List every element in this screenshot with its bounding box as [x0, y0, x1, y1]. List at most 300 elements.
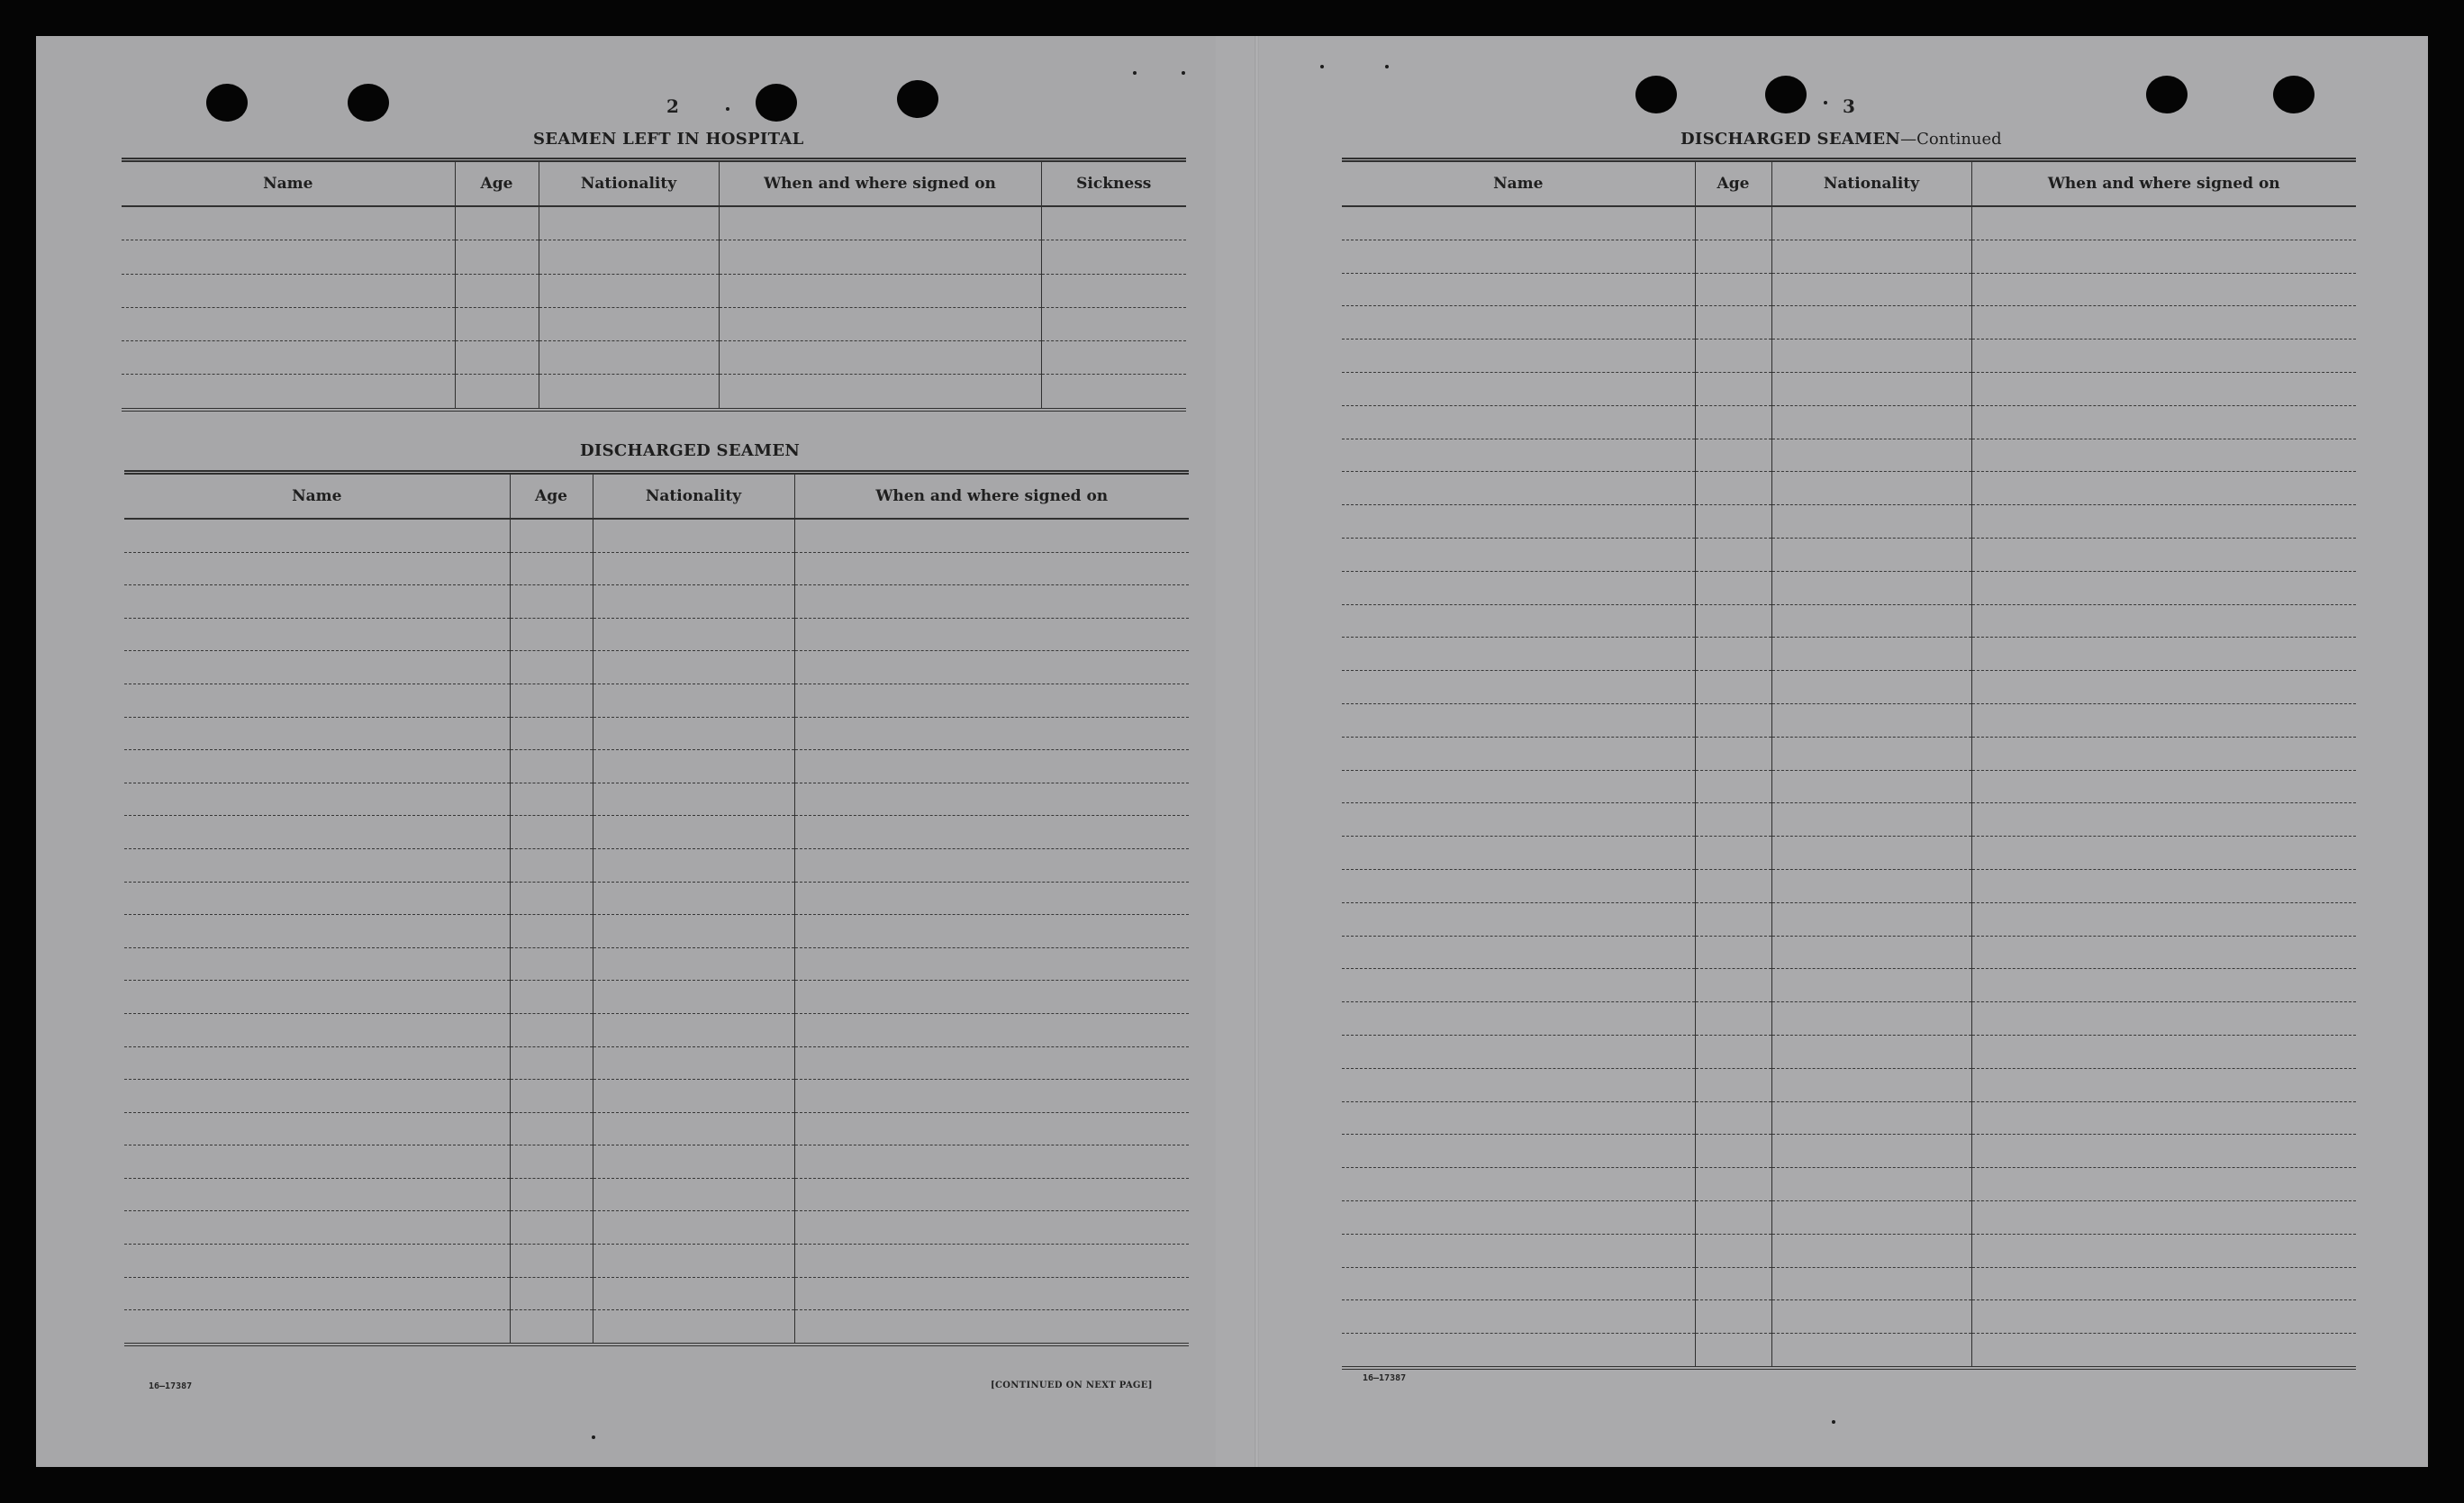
continued-row	[1342, 439, 2356, 472]
continued-section-suffix: —Continued	[1900, 130, 2002, 149]
entry-cell	[794, 717, 1189, 750]
entry-cell	[1041, 341, 1186, 375]
entry-cell	[1342, 472, 1695, 505]
entry-cell	[1695, 306, 1771, 340]
entry-cell	[1342, 638, 1695, 671]
entry-cell	[1695, 1002, 1771, 1036]
entry-cell	[1342, 737, 1695, 770]
entry-cell	[1771, 405, 1971, 439]
entry-cell	[593, 750, 794, 783]
entry-cell	[794, 981, 1189, 1014]
discharged-row	[124, 1310, 1189, 1345]
discharged-row	[124, 1145, 1189, 1179]
punch-hole	[348, 84, 389, 122]
entry-cell	[1771, 1234, 1971, 1267]
entry-cell	[1342, 604, 1695, 638]
discharged-row	[124, 981, 1189, 1014]
entry-cell	[122, 341, 455, 375]
entry-cell	[510, 585, 593, 619]
entry-cell	[1971, 869, 2356, 902]
entry-cell	[539, 341, 719, 375]
entry-cell	[794, 1245, 1189, 1278]
discharged-row	[124, 717, 1189, 750]
entry-cell	[1695, 571, 1771, 604]
continued-row	[1342, 869, 2356, 902]
entry-cell	[593, 1245, 794, 1278]
entry-cell	[1771, 1300, 1971, 1334]
entry-cell	[794, 1277, 1189, 1310]
entry-cell	[1771, 1168, 1971, 1201]
entry-cell	[1971, 604, 2356, 638]
continued-row	[1342, 671, 2356, 704]
entry-cell	[510, 651, 593, 684]
entry-cell	[1971, 206, 2356, 240]
entry-cell	[1342, 1234, 1695, 1267]
entry-cell	[122, 307, 455, 340]
entry-cell	[1695, 240, 1771, 273]
discharged-table	[124, 470, 1189, 1346]
entry-cell	[794, 783, 1189, 816]
entry-cell	[1342, 206, 1695, 240]
entry-cell	[593, 816, 794, 849]
entry-cell	[1771, 439, 1971, 472]
entry-cell	[1971, 803, 2356, 837]
continued-row	[1342, 1068, 2356, 1101]
discharged-row	[124, 684, 1189, 717]
entry-cell	[593, 1046, 794, 1080]
entry-cell	[1771, 969, 1971, 1002]
entry-cell	[124, 1046, 510, 1080]
entry-cell	[1695, 1267, 1771, 1300]
entry-cell	[1771, 671, 1971, 704]
entry-cell	[1771, 1101, 1971, 1135]
entry-cell	[1771, 869, 1971, 902]
hospital-column-name: Name	[122, 160, 455, 207]
entry-cell	[1342, 770, 1695, 803]
continued-row	[1342, 1135, 2356, 1168]
entry-cell	[124, 1178, 510, 1211]
discharged-section-title: DISCHARGED SEAMEN	[580, 441, 801, 460]
entry-cell	[510, 947, 593, 981]
entry-cell	[593, 783, 794, 816]
entry-cell	[1695, 638, 1771, 671]
continued-row	[1342, 273, 2356, 306]
discharged-column-signed-on: When and where signed on	[794, 473, 1189, 520]
entry-cell	[593, 585, 794, 619]
continued-row	[1342, 405, 2356, 439]
continued-row	[1342, 936, 2356, 969]
entry-cell	[1342, 1200, 1695, 1234]
continued-row	[1342, 1300, 2356, 1334]
entry-cell	[794, 618, 1189, 651]
entry-cell	[1695, 837, 1771, 870]
entry-cell	[593, 981, 794, 1014]
entry-cell	[794, 848, 1189, 882]
entry-cell	[1971, 969, 2356, 1002]
continued-row	[1342, 340, 2356, 373]
hospital-row	[122, 274, 1186, 307]
entry-cell	[1342, 671, 1695, 704]
entry-cell	[1771, 1068, 1971, 1101]
entry-cell	[719, 240, 1041, 274]
continued-row	[1342, 1334, 2356, 1368]
entry-cell	[510, 684, 593, 717]
continued-row	[1342, 1035, 2356, 1068]
entry-cell	[1695, 372, 1771, 405]
entry-cell	[1041, 274, 1186, 307]
entry-cell	[124, 1145, 510, 1179]
entry-cell	[124, 552, 510, 585]
entry-cell	[1695, 505, 1771, 539]
entry-cell	[1971, 505, 2356, 539]
entry-cell	[1695, 206, 1771, 240]
continued-discharged-table	[1342, 158, 2356, 1370]
discharged-row	[124, 1178, 1189, 1211]
entry-cell	[510, 848, 593, 882]
entry-cell	[1695, 1068, 1771, 1101]
entry-cell	[124, 519, 510, 552]
discharged-row	[124, 1112, 1189, 1145]
entry-cell	[124, 1211, 510, 1245]
entry-cell	[1971, 1334, 2356, 1368]
entry-cell	[124, 1277, 510, 1310]
entry-cell	[1971, 1234, 2356, 1267]
entry-cell	[1342, 869, 1695, 902]
entry-cell	[719, 341, 1041, 375]
continued-row	[1342, 837, 2356, 870]
entry-cell	[1971, 1101, 2356, 1135]
entry-cell	[593, 1211, 794, 1245]
continued-row	[1342, 206, 2356, 240]
entry-cell	[1771, 770, 1971, 803]
entry-cell	[510, 1080, 593, 1113]
scan-speck	[1824, 101, 1827, 104]
discharged-row	[124, 882, 1189, 915]
entry-cell	[1971, 538, 2356, 571]
entry-cell	[1971, 372, 2356, 405]
entry-cell	[593, 684, 794, 717]
entry-cell	[794, 1046, 1189, 1080]
right-page-number: 3	[1843, 95, 1856, 117]
entry-cell	[510, 1112, 593, 1145]
entry-cell	[455, 341, 539, 375]
entry-cell	[1771, 638, 1971, 671]
entry-cell	[1695, 1101, 1771, 1135]
discharged-row	[124, 915, 1189, 948]
hospital-column-age: Age	[455, 160, 539, 207]
punch-hole	[2146, 76, 2188, 113]
entry-cell	[510, 1245, 593, 1278]
discharged-row	[124, 816, 1189, 849]
entry-cell	[122, 375, 455, 410]
entry-cell	[1342, 1002, 1695, 1036]
entry-cell	[510, 519, 593, 552]
entry-cell	[1771, 837, 1971, 870]
entry-cell	[593, 882, 794, 915]
continued-row	[1342, 505, 2356, 539]
entry-cell	[1695, 936, 1771, 969]
entry-cell	[1695, 1300, 1771, 1334]
entry-cell	[593, 1310, 794, 1345]
entry-cell	[455, 375, 539, 410]
entry-cell	[794, 816, 1189, 849]
entry-cell	[1342, 1035, 1695, 1068]
entry-cell	[124, 1245, 510, 1278]
entry-cell	[124, 651, 510, 684]
entry-cell	[1971, 240, 2356, 273]
entry-cell	[124, 1080, 510, 1113]
entry-cell	[1342, 1135, 1695, 1168]
entry-cell	[1971, 472, 2356, 505]
entry-cell	[1971, 737, 2356, 770]
entry-cell	[593, 519, 794, 552]
entry-cell	[1342, 1267, 1695, 1300]
punch-hole	[206, 84, 248, 122]
discharged-row	[124, 519, 1189, 552]
continued-section-title	[1680, 130, 2002, 149]
entry-cell	[1771, 936, 1971, 969]
center-fold	[1255, 36, 1259, 1467]
continued-row	[1342, 1234, 2356, 1267]
discharged-column-age: Age	[510, 473, 593, 520]
hospital-column-nationality: Nationality	[539, 160, 719, 207]
entry-cell	[122, 206, 455, 240]
entry-cell	[1971, 1002, 2356, 1036]
continued-row	[1342, 240, 2356, 273]
continued-row	[1342, 770, 2356, 803]
entry-cell	[124, 915, 510, 948]
entry-cell	[593, 1145, 794, 1179]
scan-speck	[726, 107, 729, 111]
entry-cell	[124, 750, 510, 783]
entry-cell	[510, 1277, 593, 1310]
entry-cell	[719, 375, 1041, 410]
scan-speck	[1320, 65, 1324, 68]
discharged-row	[124, 1211, 1189, 1245]
entry-cell	[1971, 273, 2356, 306]
entry-cell	[1771, 273, 1971, 306]
entry-cell	[719, 307, 1041, 340]
hospital-row	[122, 240, 1186, 274]
punch-hole	[756, 84, 797, 122]
scan-speck	[1832, 1420, 1835, 1424]
discharged-row	[124, 783, 1189, 816]
entry-cell	[122, 274, 455, 307]
continued-row	[1342, 638, 2356, 671]
continued-row	[1342, 372, 2356, 405]
continued-section-main-title: DISCHARGED SEAMEN	[1680, 130, 1901, 149]
scan-speck	[592, 1435, 595, 1439]
scan-speck	[1385, 65, 1389, 68]
hospital-section-title: SEAMEN LEFT IN HOSPITAL	[533, 130, 804, 149]
entry-cell	[124, 618, 510, 651]
entry-cell	[593, 947, 794, 981]
entry-cell	[1342, 340, 1695, 373]
discharged-row	[124, 848, 1189, 882]
entry-cell	[510, 882, 593, 915]
discharged-column-nationality: Nationality	[593, 473, 794, 520]
entry-cell	[593, 651, 794, 684]
entry-cell	[510, 816, 593, 849]
continued-row	[1342, 571, 2356, 604]
entry-cell	[1695, 1234, 1771, 1267]
entry-cell	[593, 1013, 794, 1046]
entry-cell	[1695, 472, 1771, 505]
entry-cell	[794, 1178, 1189, 1211]
continued-row	[1342, 969, 2356, 1002]
entry-cell	[1342, 1300, 1695, 1334]
entry-cell	[124, 717, 510, 750]
hospital-column-sickness: Sickness	[1041, 160, 1186, 207]
entry-cell	[1342, 273, 1695, 306]
entry-cell	[794, 1013, 1189, 1046]
hospital-row	[122, 341, 1186, 375]
continued-row	[1342, 472, 2356, 505]
continued-column-name: Name	[1342, 160, 1695, 207]
entry-cell	[593, 1277, 794, 1310]
entry-cell	[1971, 405, 2356, 439]
entry-cell	[124, 981, 510, 1014]
entry-cell	[539, 206, 719, 240]
entry-cell	[794, 882, 1189, 915]
entry-cell	[1771, 604, 1971, 638]
discharged-column-name: Name	[124, 473, 510, 520]
hospital-header-row	[122, 160, 1186, 207]
entry-cell	[1771, 372, 1971, 405]
entry-cell	[455, 206, 539, 240]
entry-cell	[510, 915, 593, 948]
hospital-row	[122, 375, 1186, 410]
entry-cell	[1041, 206, 1186, 240]
entry-cell	[1342, 1101, 1695, 1135]
discharged-row	[124, 651, 1189, 684]
entry-cell	[1695, 1334, 1771, 1368]
entry-cell	[593, 717, 794, 750]
entry-cell	[1771, 571, 1971, 604]
entry-cell	[1342, 240, 1695, 273]
entry-cell	[1342, 837, 1695, 870]
entry-cell	[1695, 405, 1771, 439]
entry-cell	[1695, 439, 1771, 472]
entry-cell	[1695, 604, 1771, 638]
entry-cell	[1771, 902, 1971, 936]
entry-cell	[1971, 837, 2356, 870]
discharged-row	[124, 1080, 1189, 1113]
entry-cell	[510, 1013, 593, 1046]
entry-cell	[1971, 703, 2356, 737]
entry-cell	[1971, 1135, 2356, 1168]
entry-cell	[1695, 770, 1771, 803]
entry-cell	[1771, 1200, 1971, 1234]
entry-cell	[1771, 472, 1971, 505]
hospital-table	[122, 158, 1186, 412]
entry-cell	[455, 240, 539, 274]
entry-cell	[1971, 1168, 2356, 1201]
entry-cell	[794, 684, 1189, 717]
continued-row	[1342, 1002, 2356, 1036]
scan-speck	[1133, 71, 1137, 75]
entry-cell	[1342, 306, 1695, 340]
entry-cell	[593, 552, 794, 585]
entry-cell	[539, 240, 719, 274]
punch-hole	[2273, 76, 2315, 113]
entry-cell	[794, 1145, 1189, 1179]
entry-cell	[1771, 306, 1971, 340]
entry-cell	[1771, 737, 1971, 770]
hospital-row	[122, 206, 1186, 240]
entry-cell	[1971, 1267, 2356, 1300]
discharged-row	[124, 585, 1189, 619]
entry-cell	[593, 1178, 794, 1211]
entry-cell	[124, 882, 510, 915]
entry-cell	[1771, 240, 1971, 273]
continued-row	[1342, 1267, 2356, 1300]
continued-row	[1342, 902, 2356, 936]
entry-cell	[1971, 936, 2356, 969]
entry-cell	[539, 375, 719, 410]
entry-cell	[124, 684, 510, 717]
right-form-number: 16—17387	[1363, 1373, 1407, 1383]
entry-cell	[510, 750, 593, 783]
entry-cell	[1342, 969, 1695, 1002]
entry-cell	[1695, 538, 1771, 571]
entry-cell	[794, 1080, 1189, 1113]
entry-cell	[1695, 671, 1771, 704]
continued-row	[1342, 1200, 2356, 1234]
entry-cell	[1971, 671, 2356, 704]
entry-cell	[1971, 1068, 2356, 1101]
discharged-row	[124, 618, 1189, 651]
entry-cell	[1342, 571, 1695, 604]
continued-row	[1342, 1168, 2356, 1201]
entry-cell	[1342, 505, 1695, 539]
entry-cell	[1971, 439, 2356, 472]
entry-cell	[1971, 571, 2356, 604]
entry-cell	[1041, 240, 1186, 274]
entry-cell	[719, 274, 1041, 307]
entry-cell	[1342, 1068, 1695, 1101]
entry-cell	[510, 1310, 593, 1345]
entry-cell	[124, 1310, 510, 1345]
entry-cell	[1695, 869, 1771, 902]
entry-cell	[539, 307, 719, 340]
continued-note: [CONTINUED ON NEXT PAGE]	[991, 1381, 1153, 1390]
discharged-row	[124, 1245, 1189, 1278]
entry-cell	[1041, 375, 1186, 410]
entry-cell	[1971, 340, 2356, 373]
entry-cell	[1971, 306, 2356, 340]
entry-cell	[794, 1310, 1189, 1345]
discharged-row	[124, 1277, 1189, 1310]
entry-cell	[1971, 1300, 2356, 1334]
entry-cell	[1342, 372, 1695, 405]
entry-cell	[1771, 1002, 1971, 1036]
entry-cell	[1771, 1267, 1971, 1300]
entry-cell	[124, 585, 510, 619]
entry-cell	[1342, 936, 1695, 969]
entry-cell	[1342, 703, 1695, 737]
entry-cell	[1342, 1168, 1695, 1201]
entry-cell	[593, 1080, 794, 1113]
entry-cell	[124, 848, 510, 882]
hospital-row	[122, 307, 1186, 340]
entry-cell	[593, 1112, 794, 1145]
entry-cell	[510, 552, 593, 585]
continued-row	[1342, 306, 2356, 340]
continued-column-signed-on: When and where signed on	[1971, 160, 2356, 207]
entry-cell	[794, 1112, 1189, 1145]
punch-hole	[1635, 76, 1677, 113]
